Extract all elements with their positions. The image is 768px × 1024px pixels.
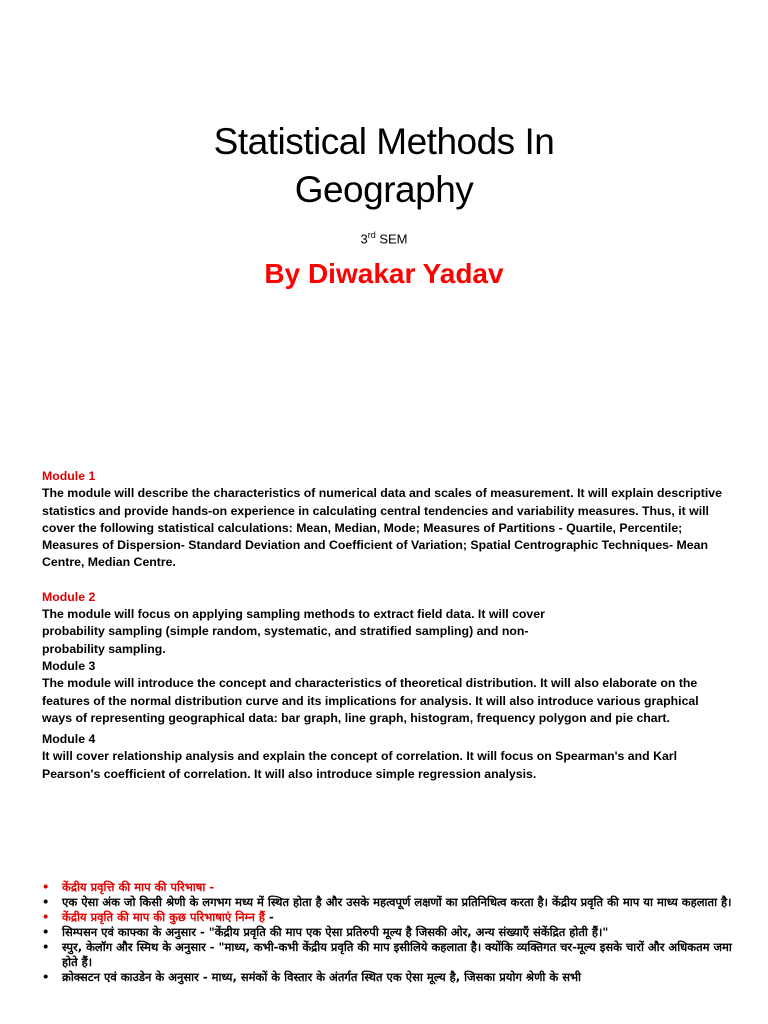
module-4-body: It will cover relationship analysis and explain the concept of correlation. It will focus on Spearman's and Karl Pearson's coefficient of correlation. It will also introduce simple regression analysis. <box>42 749 678 781</box>
hindi-bullet-4 <box>42 925 742 940</box>
bullet-mark: • <box>42 925 50 939</box>
hindi-bullet-text: सिम्पसन एवं काफ्का के अनुसार - "केंद्रीय प्रवृति की माप एक ऐसा प्रतिरुपी मूल्य है जिसकी ओर, अन्य संख्याएँ संकेंद्रित होती हैं।" <box>62 925 609 939</box>
title-line-2: Geography <box>294 169 474 210</box>
module-2-body-line-1: The module will focus on applying sampling methods to extract field data. It will cover <box>42 607 545 622</box>
semester-suffix: rd <box>367 230 376 240</box>
module-3-body: The module will introduce the concept and characteristics of theoretical distribution. It will also elaborate on the features of the normal distribution curve and its implications for analysis. It will also introduce various graphical ways of representing geographical data: bar graph, line graph, histogram, frequency polygon and pie chart. <box>42 676 699 725</box>
module-4-heading: Module 4 <box>42 732 96 747</box>
hindi-bullet-text: केंद्रीय प्रवृत्ति की माप की परिभाषा - <box>62 880 215 894</box>
module-3-heading: Module 3 <box>42 658 96 673</box>
hindi-bullet-text: स्पुर, केलॉग और स्मिथ के अनुसार - "माध्य, कभी-कभी केंद्रीय प्रवृति की माप इसीलिये कहलाता है। क्योंकि व्यक्तिगत चर-मूल्य इसके चारों और अधिकतम जमा होते हैं। <box>62 940 732 969</box>
hindi-notes <box>42 880 742 985</box>
hindi-bullet-text: एक ऐसा अंक जो किसी श्रेणी के लगभग मध्य में स्थित होता है और उसके महत्वपूर्ण लक्षणों का प्रतिनिधित्व करता है। केंद्रीय प्रवृति की माप या माध्य कहलाता है। <box>62 895 732 909</box>
bullet-mark: • <box>42 940 50 954</box>
semester-number: 3 <box>360 231 368 247</box>
bullet-mark: • <box>42 880 50 894</box>
hindi-bullet-5 <box>42 940 742 970</box>
module-2-heading: Module 2 <box>42 589 96 604</box>
hindi-bullet-text-red: केंद्रीय प्रवृति की माप की कुछ परिभाषाएं निम्न हैं <box>62 910 265 924</box>
document-title <box>0 118 768 214</box>
bullet-mark: • <box>42 910 50 924</box>
hindi-bullet-text-black: - <box>264 910 274 924</box>
bullet-mark: • <box>42 895 50 909</box>
module-2-body-line-2: probability sampling (simple random, systematic, and stratified sampling) and non- <box>42 624 529 639</box>
title-line-1: Statistical Methods In <box>213 121 555 162</box>
semester-label <box>0 230 768 246</box>
author-name: By Diwakar Yadav <box>264 258 504 289</box>
modules-section <box>42 468 732 783</box>
hindi-bullet-2 <box>42 895 742 910</box>
semester-text: SEM <box>375 231 408 247</box>
module-1-heading: Module 1 <box>42 469 96 483</box>
module-1-body: The module will describe the characteristics of numerical data and scales of measurement. It will explain descriptive statistics and provide hands-on experience in calculating central tendencies and variability measures. Thus, it will cover the following statistical calculations: Mean, Median, Mode; Measures of Partitions - Quartile, Percentile; Measures of Dispersion- Standard Deviation and Coefficient of Variation; Spatial Centrographic Techniques- Mean Centre, Median Centre. <box>42 486 722 570</box>
hindi-bullet-1 <box>42 880 742 895</box>
bullet-mark: • <box>42 970 50 984</box>
hindi-bullet-3 <box>42 910 742 925</box>
hindi-bullet-text: क्रोक्सटन एवं काउडेन के अनुसार - माध्य, समंकों के विस्तार के अंतर्गत स्थित एक ऐसा मूल्य है, जिसका प्रयोग श्रेणी के सभी <box>62 970 582 984</box>
module-2-body-line-3: probability sampling. <box>42 641 166 656</box>
hindi-bullet-6 <box>42 970 742 985</box>
